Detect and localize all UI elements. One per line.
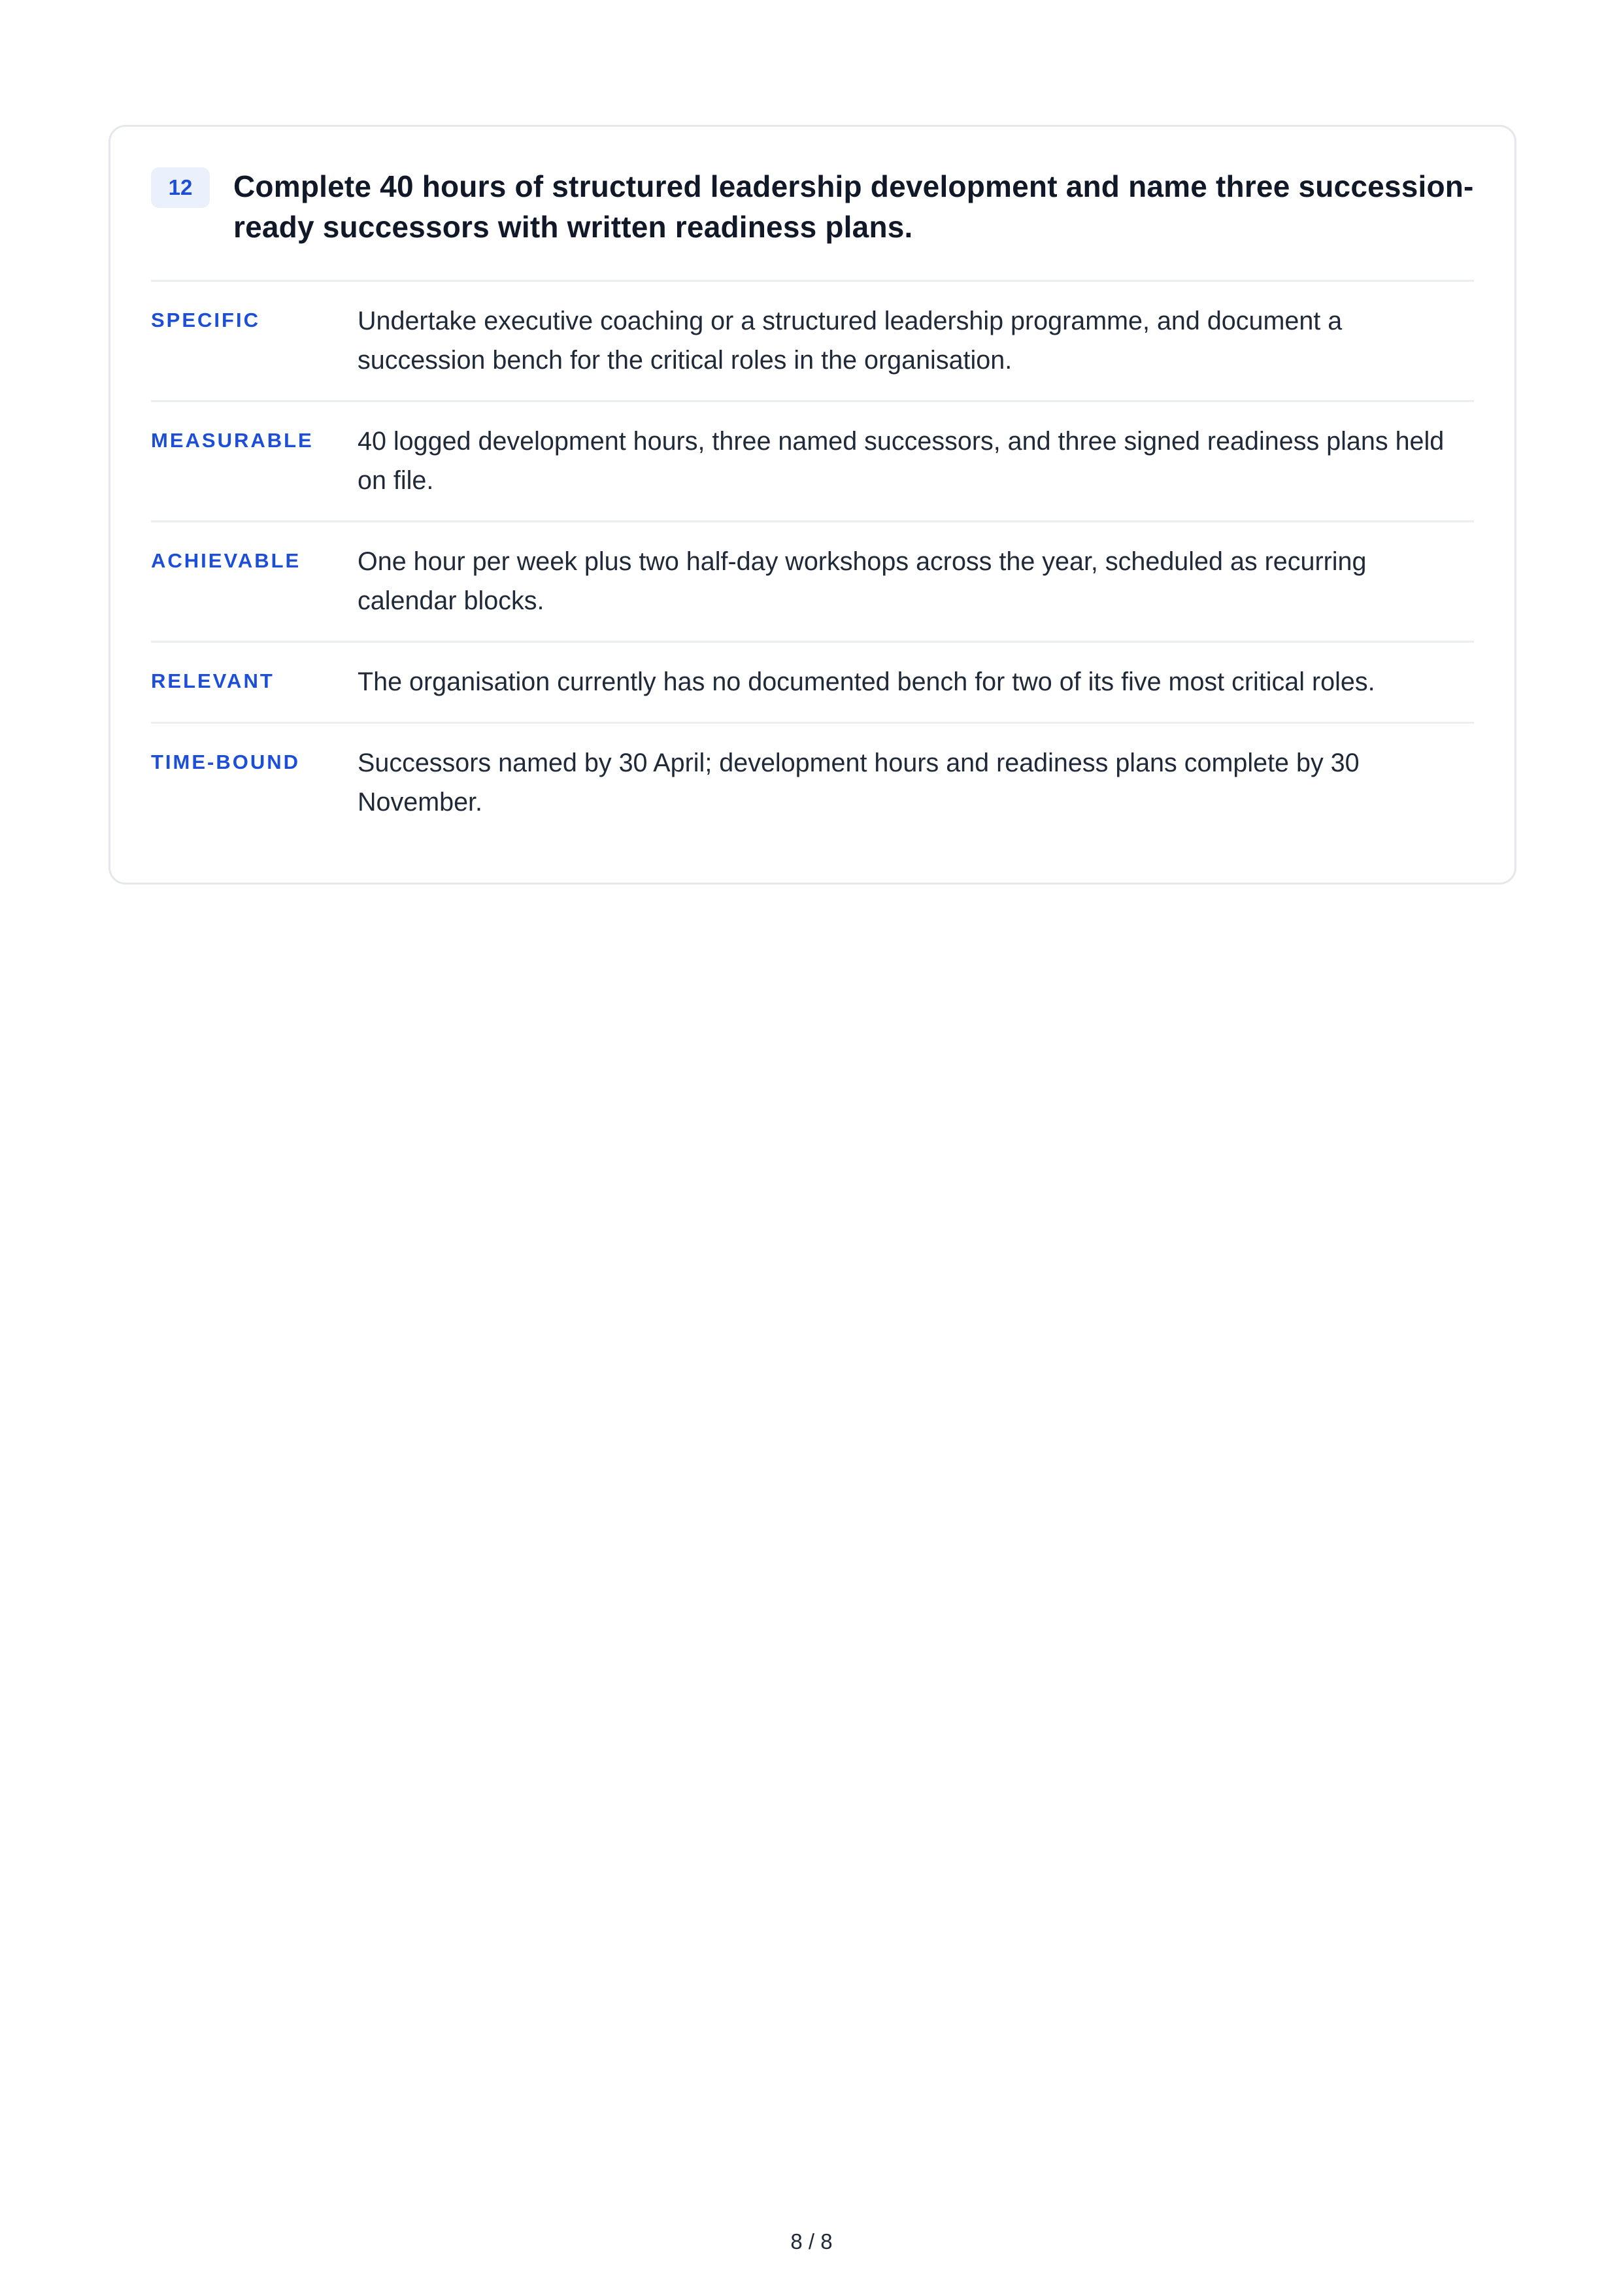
smart-row-specific [151, 280, 1474, 400]
goal-title: Complete 40 hours of structured leadership development and name three succession-ready successors with written readiness plans. [233, 169, 1474, 244]
goal-header [151, 166, 1474, 280]
goal-number-badge: 12 [151, 167, 210, 208]
page-number: 8 / 8 [790, 2229, 833, 2254]
smart-label: RELEVANT [151, 669, 275, 692]
smart-text: Successors named by 30 April; development hours and readiness plans complete by 30 November. [358, 749, 1360, 817]
goal-card [109, 125, 1516, 885]
smart-row-achievable [151, 520, 1474, 641]
smart-text: The organisation currently has no documented bench for two of its five most critical roles. [358, 667, 1375, 696]
smart-text: One hour per week plus two half-day workshops across the year, scheduled as recurring calendar blocks. [358, 547, 1367, 615]
smart-row-measurable [151, 400, 1474, 520]
smart-row-relevant [151, 641, 1474, 722]
smart-text: 40 logged development hours, three named successors, and three signed readiness plans held on file. [358, 427, 1445, 495]
smart-label: ACHIEVABLE [151, 549, 301, 572]
smart-label: TIME-BOUND [151, 751, 301, 773]
smart-label: MEASURABLE [151, 429, 314, 452]
smart-row-time-bound [151, 722, 1474, 842]
smart-label: SPECIFIC [151, 309, 260, 331]
smart-text: Undertake executive coaching or a structured leadership programme, and document a succession bench for the critical roles in the organisation. [358, 307, 1343, 375]
